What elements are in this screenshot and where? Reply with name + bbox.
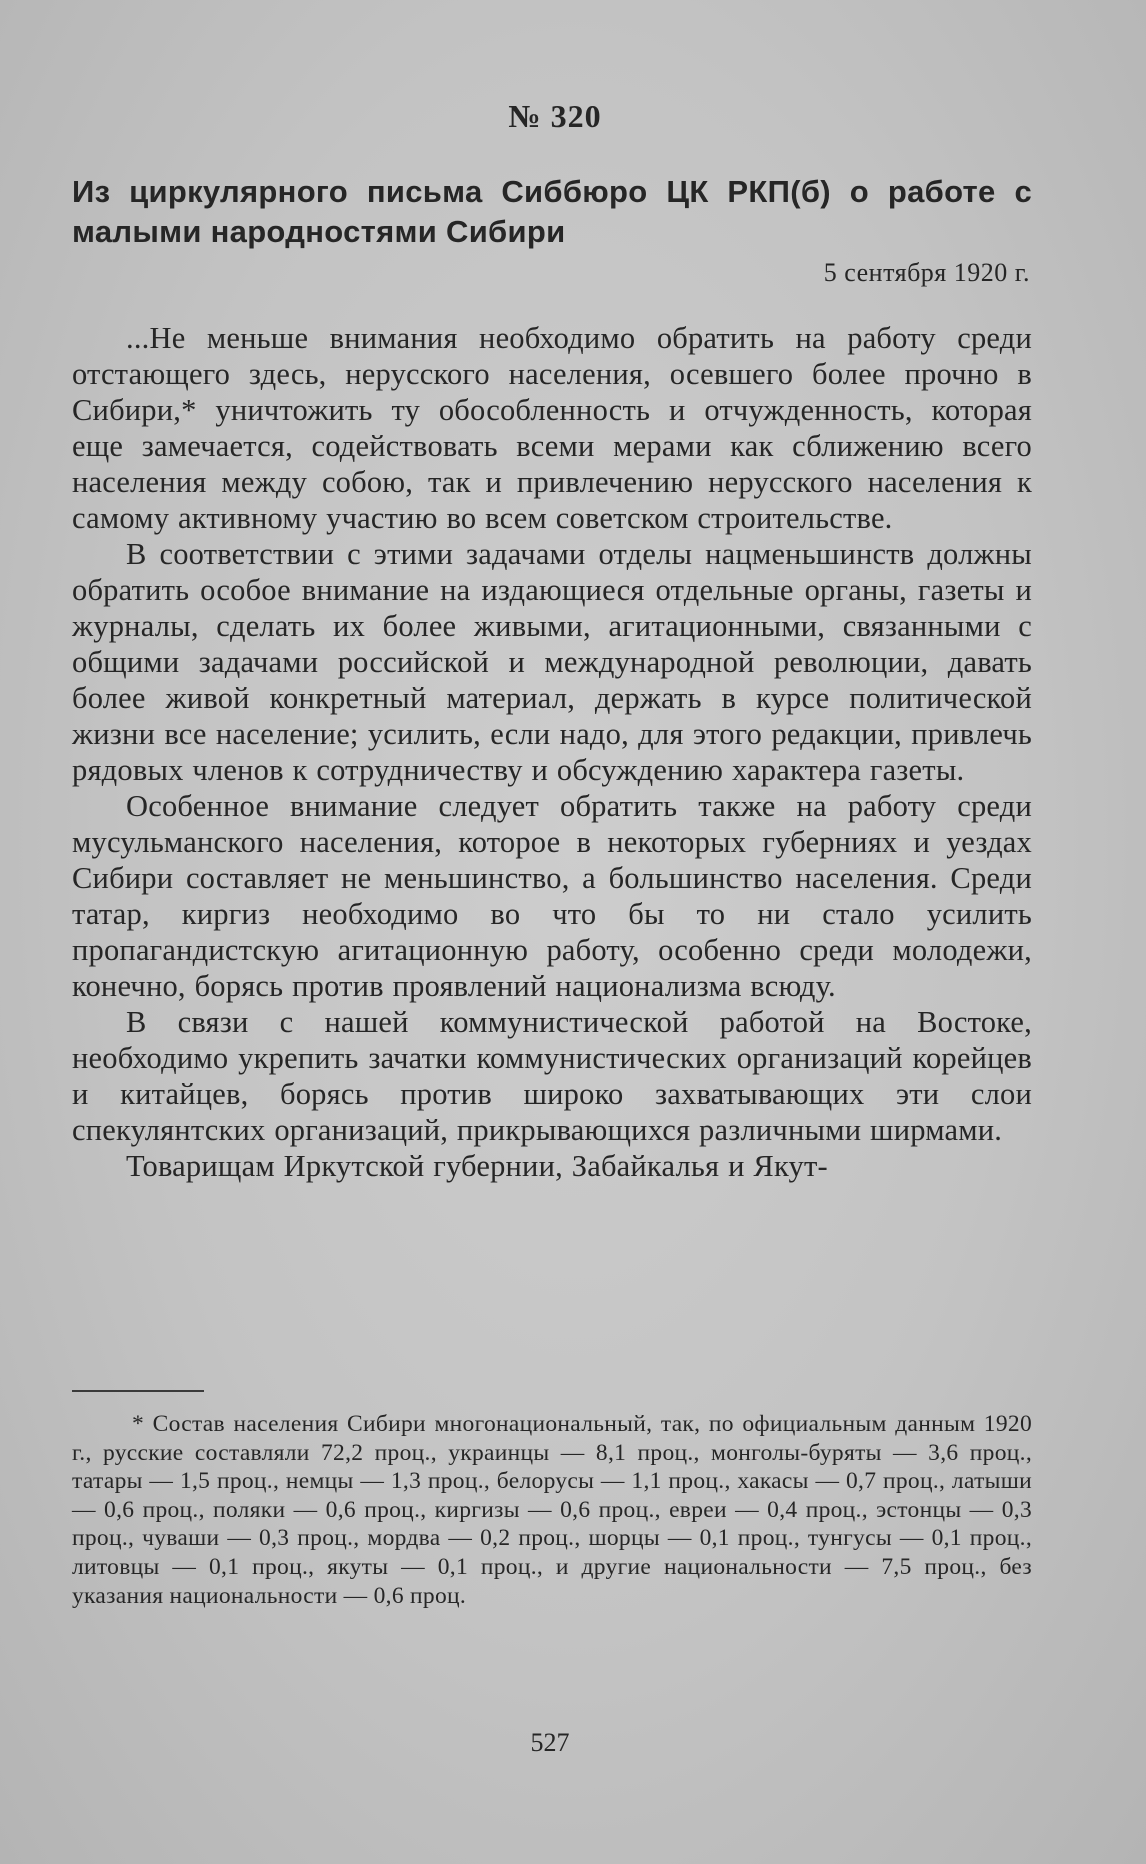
- document-title: Из циркулярного письма Сиббюро ЦК РКП(б) о работе с малыми народностями Сибири: [72, 174, 1032, 249]
- paragraph-5: Товарищам Иркутской губернии, Забайкалья и Якут-: [126, 1149, 828, 1183]
- document-number: № 320: [508, 98, 602, 134]
- paragraph-3: Особенное внимание следует обратить также на работу среди мусульманского населения, которое в некоторых губерниях и уездах Сибири составляет не меньшинство, а большинство населения. Среди татар, киргиз необходимо во что бы то ни стало усилить пропагандистскую агитационную работу, особенно среди молодежи, конечно, борясь против проявлений национализма всюду.: [72, 789, 1032, 1003]
- footnote-divider: [72, 1390, 204, 1392]
- paragraph-1: ...Не меньше внимания необходимо обратить на работу среди отстающего здесь, нерусского населения, осевшего более прочно в Сибири,* уничтожить ту обособленность и отчужденность, которая еще замечается, содействовать всеми мерами как сближению всего населения между собою, так и привлечению нерусского населения к самому активному участию во всем советском строительстве.: [72, 321, 1032, 535]
- paragraph-2: В соответствии с этими задачами отделы нацменьшинств должны обратить особое внимание на издающиеся отдельные органы, газеты и журналы, сделать их более живыми, агитационными, связанными с общими задачами российской и международной революции, давать более живой конкретный материал, держать в курсе политической жизни все население; усилить, если надо, для этого редакции, привлечь рядовых членов к сотрудничеству и обсуждению характера газеты.: [72, 537, 1032, 787]
- paragraph-4: В связи с нашей коммунистической работой на Востоке, необходимо укрепить зачатки коммунистических организаций корейцев и китайцев, борясь против широко захватывающих эти слои спекулянтских организаций, прикрывающихся различными ширмами.: [72, 1005, 1032, 1147]
- document-date: 5 сентября 1920 г.: [823, 258, 1030, 287]
- footnote: * Состав населения Сибири многонациональный, так, по официальным данным 1920 г., русские составляли 72,2 проц., украинцы — 8,1 проц., монголы-буряты — 3,6 проц., татары — 1,5 проц., немцы — 1,3 проц., белорусы — 1,1 проц., хакасы — 0,7 проц., латыши — 0,6 проц., поляки — 0,6 проц., киргизы — 0,6 проц., евреи — 0,4 проц., эстонцы — 0,3 проц., чуваши — 0,3 проц., мордва — 0,2 проц., шорцы — 0,1 проц., тунгусы — 0,1 проц., литовцы — 0,1 проц., якуты — 0,1 проц., и другие национальности — 7,5 проц., без указания национальности — 0,6 проц.: [72, 1411, 1032, 1609]
- document-body: [72, 320, 1032, 1184]
- page-number: 527: [530, 1728, 570, 1757]
